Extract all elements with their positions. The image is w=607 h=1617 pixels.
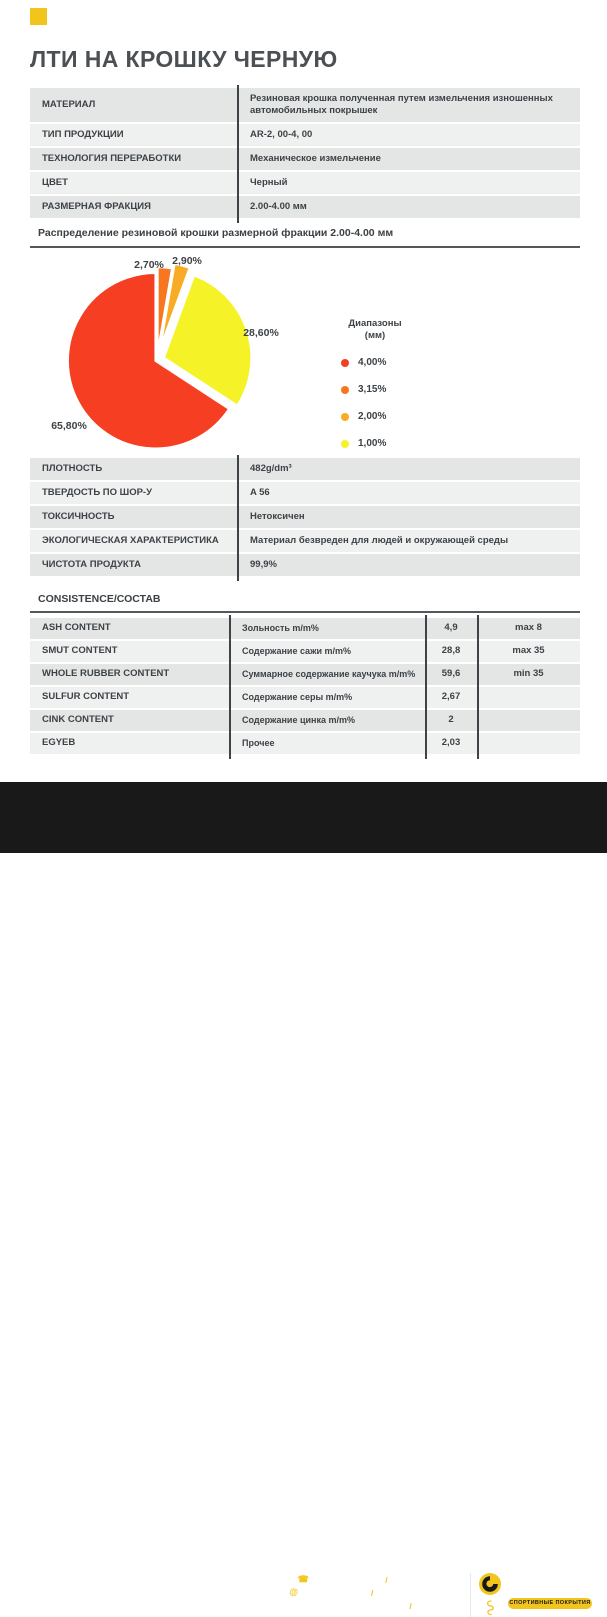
component-description: Содержание серы m/m% <box>242 691 353 702</box>
email-1: info@gumbit.ru <box>301 1587 366 1598</box>
separator: / <box>371 1587 374 1598</box>
table-row <box>30 618 580 639</box>
footer-vertical-divider <box>470 1573 471 1617</box>
separator: / <box>409 1600 412 1611</box>
chart-section-rule <box>30 246 580 248</box>
spiral-icon <box>483 1599 497 1617</box>
table-row <box>30 124 580 146</box>
component-value: 2 <box>448 714 454 726</box>
composition-divider-1 <box>229 615 231 759</box>
composition-section-rule <box>30 611 580 613</box>
row-label: ТЕХНОЛОГИЯ ПЕРЕРАБОТКИ <box>42 152 182 164</box>
pie-chart <box>30 252 330 457</box>
at-icon: @ <box>289 1587 298 1597</box>
table-row <box>30 458 580 480</box>
component-value: 28,8 <box>441 645 461 657</box>
component-value: 59,6 <box>441 668 461 680</box>
pie-data-label: 2,90% <box>172 255 202 267</box>
properties-table <box>30 458 580 578</box>
composition-divider-3 <box>477 615 479 759</box>
row-label: РАЗМЕРНАЯ ФРАКЦИЯ <box>42 200 151 212</box>
component-name: SULFUR CONTENT <box>42 691 130 703</box>
phone-number-1: +7 495 785 65 76 <box>312 1574 380 1585</box>
row-label: ЭКОЛОГИЧЕСКАЯ ХАРАКТЕРИСТИКА <box>42 534 219 546</box>
email-2: 7712234@gumbit.ru <box>379 1587 460 1598</box>
legend-row <box>333 403 417 430</box>
spec-table <box>30 88 580 220</box>
legend-dot-icon <box>341 413 349 421</box>
chart-section-title: Распределение резиновой крошки размерной фракции 2.00-4.00 мм <box>38 227 394 239</box>
component-name: WHOLE RUBBER CONTENT <box>42 668 170 680</box>
composition-table <box>30 618 580 756</box>
component-description: Суммарное содержание каучука m/m% <box>242 668 416 679</box>
website-1: gumbit.ru <box>364 1600 404 1611</box>
table-row <box>30 88 580 122</box>
component-value: 4,9 <box>444 622 458 634</box>
row-value: Резиновая крошка полученная путем измельчения изношенных автомобильных покрышек <box>250 92 553 116</box>
row-label: ЦВЕТ <box>42 176 68 188</box>
composition-divider-2 <box>425 615 427 759</box>
component-description: Содержание сажи m/m% <box>242 645 351 656</box>
website-2: ганбит.рф <box>417 1600 460 1611</box>
gumbit-logo-icon <box>479 1573 501 1595</box>
pie-data-label: 28,60% <box>243 327 279 339</box>
pie-legend <box>333 318 417 457</box>
table-row <box>30 148 580 170</box>
legend-dot-icon <box>341 386 349 394</box>
component-name: ASH CONTENT <box>42 622 111 634</box>
row-value: 99,9% <box>250 558 277 570</box>
table-row <box>30 664 580 685</box>
row-value: 2.00-4.00 мм <box>250 200 307 212</box>
legend-dot-icon <box>341 440 349 448</box>
footer-phones-line <box>289 1573 460 1586</box>
row-label: ЧИСТОТА ПРОДУКТА <box>42 558 141 570</box>
component-limit: max 35 <box>512 645 545 657</box>
legend-row <box>333 430 417 457</box>
component-name: CINK CONTENT <box>42 714 114 726</box>
phone-icon: ☎ <box>297 1574 309 1584</box>
legend-label: 1,00% <box>358 438 387 449</box>
footer <box>0 782 607 1611</box>
legend-label: 3,15% <box>358 384 387 395</box>
table-row <box>30 196 580 218</box>
row-value: Нетоксичен <box>250 510 305 522</box>
table-row <box>30 482 580 504</box>
component-description: Прочее <box>242 737 275 748</box>
table-row <box>30 506 580 528</box>
component-description: Зольность m/m% <box>242 622 319 633</box>
row-label: ТВЕРДОСТЬ ПО ШОР-У <box>42 486 152 498</box>
legend-row <box>333 376 417 403</box>
table-row <box>30 641 580 662</box>
row-value: Механическое измельчение <box>250 152 381 164</box>
table-row <box>30 530 580 552</box>
spec-table-divider <box>237 85 239 223</box>
pie-chart-svg <box>30 252 330 457</box>
legend-dot-icon <box>341 359 349 367</box>
footer-contacts <box>289 1573 460 1612</box>
legend-label: 4,00% <box>358 357 387 368</box>
row-label: ТОКСИЧНОСТЬ <box>42 510 115 522</box>
phone-number-2: +7 495 771 22 34 <box>393 1574 460 1585</box>
table-row <box>30 710 580 731</box>
company-mark-icon <box>30 8 47 25</box>
row-label: МАТЕРИАЛ <box>42 98 96 110</box>
footer-emails-line <box>289 1586 460 1599</box>
legend-title: Диапазоны (мм) <box>348 318 402 341</box>
separator: / <box>385 1574 388 1585</box>
brand-name: GUMBIT <box>507 1568 596 1591</box>
table-row <box>30 554 580 576</box>
brand-tagline: СПОРТИВНЫЕ ПОКРЫТИЯ <box>508 1598 592 1609</box>
legend-row <box>333 349 417 376</box>
row-value: 482g/dm³ <box>250 462 292 474</box>
component-description: Содержание цинка m/m% <box>242 714 355 725</box>
component-value: 2,67 <box>441 691 461 703</box>
footer-sites-line <box>289 1599 460 1612</box>
composition-section-title: CONSISTENCE/СОСТАВ <box>38 593 161 605</box>
table-row <box>30 733 580 754</box>
component-value: 2,03 <box>441 737 461 749</box>
page-title: ЛТИ НА КРОШКУ ЧЕРНУЮ <box>30 46 338 72</box>
row-label: ТИП ПРОДУКЦИИ <box>42 128 124 140</box>
legend-label: 2,00% <box>358 411 387 422</box>
row-value: Черный <box>250 176 288 188</box>
row-value: Материал безвреден для людей и окружающей среды <box>250 534 509 546</box>
pie-data-label: 65,80% <box>51 420 87 432</box>
table-row <box>30 172 580 194</box>
row-value: AR-2, 00-4, 00 <box>250 128 313 140</box>
component-name: SMUT CONTENT <box>42 645 118 657</box>
properties-table-divider <box>237 455 239 581</box>
pie-data-label: 2,70% <box>134 259 164 271</box>
row-value: A 56 <box>250 486 270 498</box>
row-label: ПЛОТНОСТЬ <box>42 462 103 474</box>
table-row <box>30 687 580 708</box>
component-limit: min 35 <box>513 668 544 680</box>
component-limit: max 8 <box>515 622 542 634</box>
component-name: EGYEB <box>42 737 76 749</box>
